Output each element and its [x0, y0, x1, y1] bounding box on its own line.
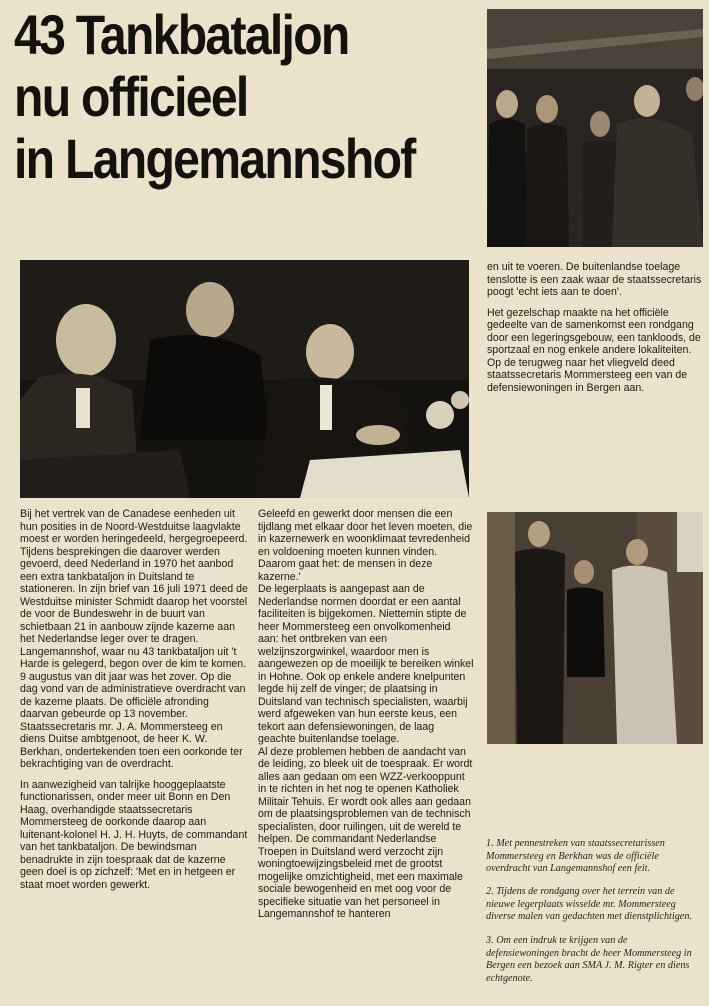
col3-paragraph-1: en uit te voeren. De buitenlandse toelage tenslotte is een zaak waar de staatssecretaris poogt 'echt iets aan te doen'. — [487, 261, 702, 298]
caption-1: 1. Met pennestreken van staatssecretarissen Mommersteeg en Berkhan was de officiële overdracht van Langemannshof een feit. — [486, 838, 665, 875]
col2-paragraph-2: De legerplaats is aangepast aan de Nederlandse normen doordat er een aantal faciliteiten is bijgekomen. Niettemin stipte de heer Mommersteeg een onvolkomenheid aan: het ontbreken van een welzijnszorgwinkel, waardoor men is aangewezen op de moeilijk te bereiken winkel in Hohne. Ook op enkele andere knelpunten legde hij zelf de vinger; de plaatsing in Duitsland van technisch specialisten, waarbij werd afgeweken van hun eerste keus, een tekort aan defensiewoningen, de laag geachte buitenlandse toelage. — [258, 583, 474, 745]
col1-paragraph-2: 9 augustus van dit jaar was het zover. Op die dag vond van de administratieve overdracht van de kazerne plaats. De officiële afronding daarvan gebeurde op 13 november. Staatssecretaris mr. J. A. Mommersteeg en diens Duitse ambtgenoot, de heer K. W. Berkhan, ondertekenden toen een oorkonde ter bekrachtiging van de overdracht. — [20, 670, 246, 770]
photo-signing-ceremony — [20, 260, 469, 498]
article-column-3 — [487, 261, 703, 394]
col2-paragraph-3: Al deze problemen hebben de aandacht van de leiding, zo bleek uit de toespraak. Er wordt alles aan gedaan om een WZZ-verkooppunt in te richten in het nog te openen Katholiek Militair Tehuis. Er wordt ook alles aan gedaan om de plaatsingsproblemen van de technisch specialisten, door ruilingen, uit de wereld te helpen. De commandant Nederlandse Troepen in Duitsland werd verzocht zijn woningtoewijzingsbeleid met de grootst mogelijke omzichtigheid, met een maximale sociale bewogenheid en met oog voor de specifieke situatie van het personeel in Langemannshof te hanteren — [258, 745, 473, 920]
article-column-2 — [258, 508, 474, 921]
col2-paragraph-1: Geleefd en gewerkt door mensen die een tijdlang met elkaar door het leven moeten, die in kazernewerk en woonklimaat tevredenheid en voldoening moeten kunnen vinden. Daarom gaat het: de mensen in deze kazerne.' — [258, 508, 473, 583]
col1-paragraph-1: Bij het vertrek van de Canadese eenheden uit hun posities in de Noord-Westduitse laagvlakte moest er worden heringedeeld, hergegroepeerd. Tijdens besprekingen die daarover werden gevoerd, deed Nederland in 1970 het aanbod een extra tankbataljon in Duitsland te stationeren. In zijn brief van 16 juli 1971 deed de Westduitse minister Schmidt daarop het voorstel de voor de Bundeswehr in de buurt van schietbaan 21 in aanbouw zijnde kazerne aan het Nederlandse leger over te dragen. Langemannshof, waar nu 43 tankbataljon uit 't Harde is gelegerd, begon over de kim te komen. — [20, 508, 248, 670]
caption-2: 2. Tijdens de rondgang over het terrein van de nieuwe legerplaats wisselde mr. Mommersteeg diverse malen van gedachten met dienstplichtigen. — [486, 886, 692, 923]
headline-line-2: nu officieel — [14, 65, 248, 128]
headline-line-1: 43 Tankbataljon — [14, 3, 349, 66]
article-column-1 — [20, 508, 248, 891]
caption-3: 3. Om een indruk te krijgen van de defensiewoningen bracht de heer Mommersteeg in Bergen een bezoek aan SMA J. M. Rigter en diens echtgenote. — [486, 935, 692, 984]
headline-line-3: in Langemannshof — [14, 127, 415, 190]
col3-paragraph-2: Het gezelschap maakte na het officiële gedeelte van de samenkomst een rondgang door een legeringsgebouw, een tankloods, de sportzaal en nog enkele andere lokaliteiten. Op de terugweg naar het vliegveld deed staatssecretaris Mommersteeg een van de defensiewoningen in Bergen aan. — [487, 306, 701, 394]
photo-soldiers-group — [487, 9, 703, 247]
headline — [14, 3, 415, 190]
col1-paragraph-3: In aanwezigheid van talrijke hooggeplaatste functionarissen, onder meer uit Bonn en Den Haag, overhandigde staatssecretaris Mommersteeg de oorkonde daarop aan luitenant-kolonel H. J. H. Huyts, de commandant van het tankbataljon. De bewindsman benadrukte in zijn toespraak dat de kazerne geen doel is op zichzelf: 'Met en in hetgeen er staat moet worden gewerkt. — [20, 778, 248, 891]
photo-housing-visit — [487, 512, 703, 744]
